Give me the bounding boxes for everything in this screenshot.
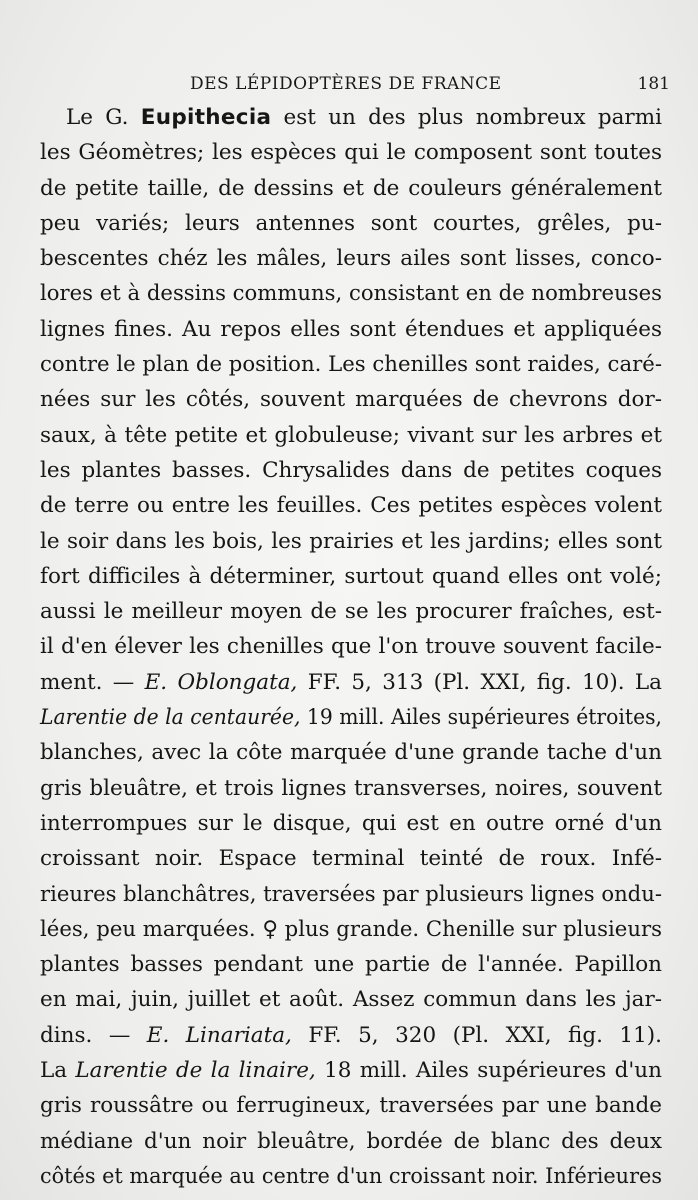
text-line — [40, 947, 662, 982]
text-line — [40, 841, 662, 876]
text-line — [40, 1053, 662, 1088]
text-segment: gris roussâtre ou ferrugineux, traversées par une bande — [40, 1093, 662, 1119]
text-segment: ment. — — [40, 669, 145, 695]
text-line — [40, 418, 662, 453]
page-header — [40, 74, 680, 100]
text-line — [40, 806, 662, 841]
text-segment: Le G. — [66, 105, 141, 130]
text-segment: saux, à tête petite et globuleuse; vivant sur les arbres et — [40, 422, 662, 448]
text-segment: médiane d'un noir bleuâtre, bordée de blanc des deux — [40, 1128, 662, 1154]
text-segment: lores et à dessins communs, consistant en de nombreuses — [40, 281, 662, 307]
text-line — [40, 877, 662, 912]
species-name: E. Oblongata, — [144, 669, 298, 695]
text-segment: peu variés; leurs antennes sont courtes, grêles, pu- — [40, 210, 662, 236]
text-line — [40, 100, 662, 135]
text-line — [40, 347, 662, 382]
text-segment: les plantes basses. Chrysalides dans de petites coques — [40, 457, 662, 483]
text-segment: 18 mill. Ailes supérieures d'un — [315, 1058, 662, 1084]
text-segment: plantes basses pendant une partie de l'année. Papillon — [40, 952, 662, 978]
text-segment: le soir dans les bois, les prairies et les jardins; elles sont — [40, 528, 662, 554]
text-segment: fort difficiles à déterminer, surtout quand elles ont volé; — [40, 563, 662, 589]
text-segment: côtés et marquée au centre d'un croissant noir. Inférieures — [40, 1163, 662, 1189]
text-segment: blanches, avec la côte marquée d'une grande tache d'un — [40, 740, 662, 766]
running-head: DES LÉPIDOPTÈRES DE FRANCE — [190, 74, 502, 94]
text-segment: lées, peu marquées. ♀ plus grande. Chenille sur plusieurs — [40, 916, 663, 942]
text-segment: bescentes chéz les mâles, leurs ailes sont lisses, conco- — [40, 246, 662, 272]
text-segment: il d'en élever les chenilles que l'on trouve souvent facile- — [40, 634, 662, 660]
text-segment: rieures blanchâtres, traversées par plusieurs lignes ondu- — [40, 881, 662, 907]
text-line — [40, 771, 662, 806]
text-line — [40, 559, 662, 594]
text-segment: nées sur les côtés, souvent marquées de chevrons dor- — [40, 387, 662, 413]
text-line — [40, 276, 662, 311]
text-line — [40, 453, 662, 488]
text-segment: contre le plan de position. Les chenilles sont raides, caré- — [40, 352, 663, 378]
text-line — [40, 912, 662, 947]
text-line — [40, 665, 662, 700]
text-segment: FF. 5, 320 (Pl. XXI, fig. 11). — [291, 1022, 662, 1048]
text-line — [40, 382, 662, 417]
genus-name: Eupithecia — [140, 105, 272, 130]
text-segment: FF. 5, 313 (Pl. XXI, fig. 10). La — [297, 669, 662, 695]
text-line — [40, 524, 662, 559]
text-segment: les Géomètres; les espèces qui le composent sont toutes — [40, 140, 662, 166]
text-segment: de terre ou entre les feuilles. Ces petites espèces volent — [40, 493, 662, 519]
text-line — [40, 700, 662, 735]
text-segment: en mai, juin, juillet et août. Assez commun dans les jar- — [40, 987, 662, 1013]
text-segment: dins. — — [40, 1022, 147, 1048]
text-segment: gris bleuâtre, et trois lignes transverses, noires, souvent — [40, 775, 662, 801]
text-line — [40, 171, 662, 206]
text-segment: lignes fines. Au repos elles sont étendues et appliquées — [40, 316, 662, 342]
text-line — [40, 1124, 662, 1159]
text-segment: La — [40, 1058, 76, 1084]
text-line — [40, 982, 662, 1017]
text-line — [40, 629, 662, 664]
text-line — [40, 594, 662, 629]
page-number: 181 — [637, 74, 670, 94]
text-line — [40, 1159, 662, 1194]
text-segment: aussi le meilleur moyen de se les procurer fraîches, est- — [40, 599, 662, 625]
body-text — [40, 100, 662, 1194]
text-line — [40, 135, 662, 170]
text-segment: interrompues sur le disque, qui est en outre orné d'un — [40, 810, 662, 836]
species-name: Larentie de la linaire, — [75, 1058, 316, 1084]
text-line — [40, 1088, 662, 1123]
text-segment: est un des plus nombreux parmi — [271, 105, 662, 130]
text-line — [40, 312, 662, 347]
text-line — [40, 1018, 662, 1053]
text-segment: 19 mill. Ailes supérieures étroites, — [300, 705, 663, 731]
text-line — [40, 488, 662, 523]
species-name: Larentie de la centaurée, — [40, 705, 301, 731]
text-segment: croissant noir. Espace terminal teinté de roux. Infé- — [40, 846, 662, 872]
text-line — [40, 735, 662, 770]
text-line — [40, 206, 662, 241]
text-segment: de petite taille, de dessins et de couleurs généralement — [40, 175, 662, 201]
text-line — [40, 241, 662, 276]
species-name: E. Linariata, — [146, 1022, 292, 1048]
